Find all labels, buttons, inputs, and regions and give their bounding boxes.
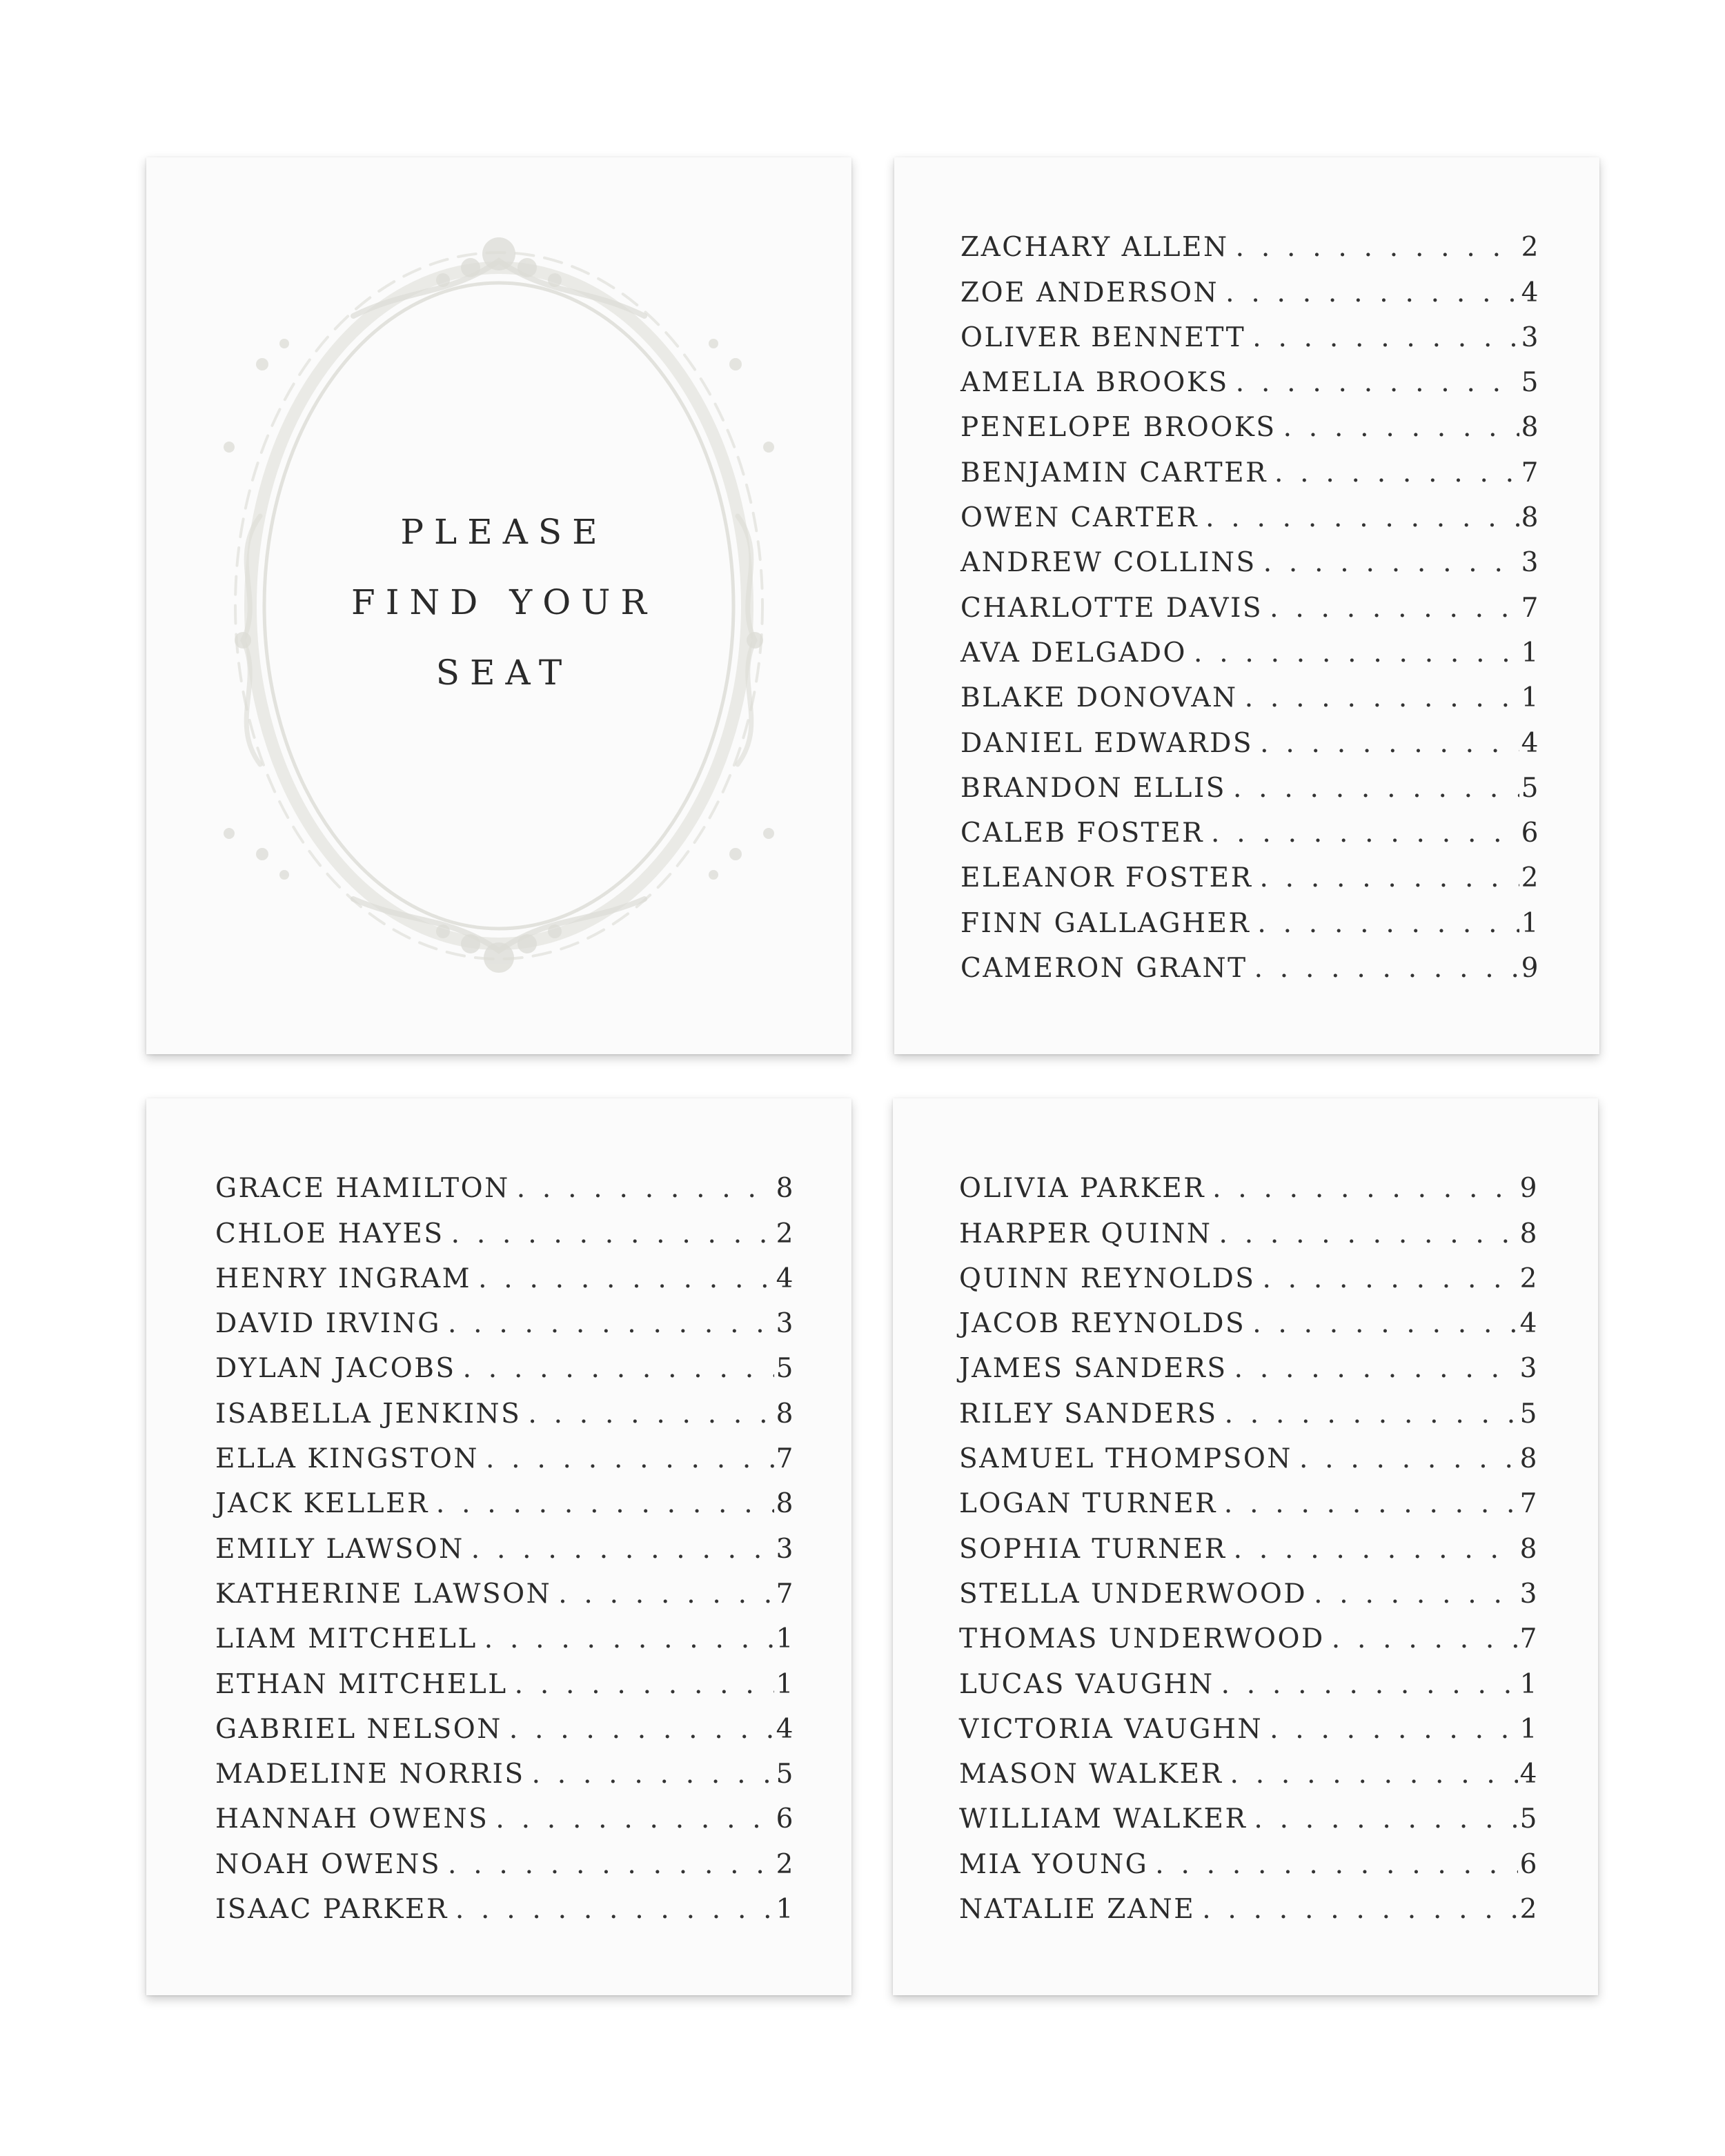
table-number: 1 xyxy=(776,1894,795,1926)
guest-name: AVA DELGADO xyxy=(960,637,1187,669)
list-item xyxy=(960,578,1540,623)
guest-name: CHARLOTTE DAVIS xyxy=(960,592,1263,624)
dot-leader xyxy=(1218,1398,1518,1430)
seating-card-c xyxy=(893,1098,1598,1995)
list-item xyxy=(959,1880,1539,1925)
guest-name: EMILY LAWSON xyxy=(215,1533,464,1565)
guest-name: LOGAN TURNER xyxy=(959,1488,1217,1520)
dot-leader xyxy=(1187,637,1519,669)
dot-leader xyxy=(1238,682,1519,713)
table-number: 4 xyxy=(1521,277,1540,308)
seating-card-b xyxy=(146,1098,851,1995)
dot-leader xyxy=(508,1669,774,1700)
table-number: 4 xyxy=(1519,1759,1539,1790)
table-number: 5 xyxy=(1519,1803,1539,1835)
list-item xyxy=(215,1249,795,1294)
list-item xyxy=(215,1474,795,1519)
list-item xyxy=(959,1430,1539,1474)
guest-name: ISAAC PARKER xyxy=(215,1894,448,1926)
list-item xyxy=(215,1204,795,1249)
guest-name: AMELIA BROOKS xyxy=(960,367,1229,399)
guest-name: LIAM MITCHELL xyxy=(215,1623,477,1655)
list-item xyxy=(959,1474,1539,1519)
guest-name: DAVID IRVING xyxy=(215,1308,441,1340)
dot-leader xyxy=(1268,457,1519,488)
guest-name: ISABELLA JENKINS xyxy=(215,1398,522,1430)
guest-name: RILEY SANDERS xyxy=(959,1398,1218,1430)
guest-name: OLIVIA PARKER xyxy=(959,1173,1206,1205)
dot-leader xyxy=(1248,953,1519,984)
guest-name: MIA YOUNG xyxy=(959,1848,1149,1880)
title-card xyxy=(146,157,851,1054)
table-number: 8 xyxy=(1519,1443,1539,1475)
table-number: 3 xyxy=(1519,1578,1539,1610)
guest-name: QUINN REYNOLDS xyxy=(959,1263,1256,1294)
table-number: 7 xyxy=(1521,457,1540,488)
guest-name: ANDREW COLLINS xyxy=(960,547,1256,579)
dot-leader xyxy=(1250,908,1519,939)
guest-name: ZOE ANDERSON xyxy=(960,277,1219,308)
table-number: 3 xyxy=(776,1308,795,1340)
dot-leader xyxy=(1227,1534,1518,1565)
table-number: 1 xyxy=(1521,637,1540,669)
dot-leader xyxy=(1195,1894,1518,1925)
table-number: 3 xyxy=(776,1533,795,1565)
guest-name: CHLOE HAYES xyxy=(215,1218,444,1249)
dot-leader xyxy=(489,1803,774,1834)
table-number: 8 xyxy=(1521,502,1540,534)
dot-leader xyxy=(1255,1263,1518,1294)
guest-name: GRACE HAMILTON xyxy=(215,1173,510,1205)
title-line: PLEASE xyxy=(400,512,608,552)
table-number: 1 xyxy=(1519,1713,1539,1745)
guest-name: HENRY INGRAM xyxy=(215,1263,472,1294)
list-item xyxy=(960,533,1540,578)
seating-list xyxy=(959,1159,1539,1925)
seating-list xyxy=(960,218,1540,984)
dot-leader xyxy=(1253,728,1519,759)
dot-leader xyxy=(1148,1849,1518,1880)
dot-leader xyxy=(1252,862,1519,893)
guest-name: STELLA UNDERWOOD xyxy=(959,1578,1308,1610)
list-item xyxy=(959,1249,1539,1294)
guest-name: FINN GALLAGHER xyxy=(960,907,1251,939)
dot-leader xyxy=(479,1443,774,1474)
guest-name: CALEB FOSTER xyxy=(960,818,1205,849)
list-item xyxy=(960,308,1540,353)
dot-leader xyxy=(1223,1759,1519,1790)
table-number: 3 xyxy=(1521,322,1540,353)
list-item xyxy=(959,1384,1539,1429)
guest-name: NOAH OWENS xyxy=(215,1848,442,1880)
list-item xyxy=(959,1700,1539,1745)
dot-leader xyxy=(1204,818,1519,849)
table-number: 5 xyxy=(1521,772,1540,804)
dot-leader xyxy=(1226,773,1519,804)
list-item xyxy=(215,1339,795,1384)
table-number: 1 xyxy=(776,1623,795,1655)
table-number: 6 xyxy=(1521,818,1540,849)
list-item xyxy=(959,1159,1539,1204)
list-item xyxy=(959,1204,1539,1249)
table-number: 1 xyxy=(1519,1668,1539,1700)
guest-name: SOPHIA TURNER xyxy=(959,1533,1227,1565)
list-item xyxy=(959,1565,1539,1610)
table-number: 2 xyxy=(776,1848,795,1880)
table-number: 4 xyxy=(1521,727,1540,759)
dot-leader xyxy=(1214,1669,1518,1700)
dot-leader xyxy=(477,1623,774,1654)
table-number: 4 xyxy=(776,1263,795,1294)
list-item xyxy=(960,353,1540,398)
table-number: 5 xyxy=(776,1353,795,1385)
list-item xyxy=(959,1610,1539,1654)
dot-leader xyxy=(1217,1488,1518,1519)
table-number: 7 xyxy=(1521,592,1540,624)
list-item xyxy=(959,1519,1539,1564)
guest-name: NATALIE ZANE xyxy=(959,1894,1196,1926)
guest-name: DANIEL EDWARDS xyxy=(960,727,1254,759)
list-item xyxy=(215,1745,795,1790)
guest-name: DYLAN JACOBS xyxy=(215,1353,456,1385)
table-number: 5 xyxy=(776,1759,795,1790)
title-line: SEAT xyxy=(435,653,573,693)
guest-name: HANNAH OWENS xyxy=(215,1803,489,1835)
table-number: 2 xyxy=(776,1218,795,1249)
list-item xyxy=(215,1159,795,1204)
list-item xyxy=(959,1339,1539,1384)
list-item xyxy=(960,893,1540,938)
guest-name: JAMES SANDERS xyxy=(959,1353,1228,1385)
list-item xyxy=(960,488,1540,533)
list-item xyxy=(959,1654,1539,1699)
seating-list xyxy=(215,1159,795,1925)
dot-leader xyxy=(429,1488,774,1519)
list-item xyxy=(960,624,1540,669)
list-item xyxy=(960,218,1540,263)
dot-leader xyxy=(1263,1714,1518,1745)
dot-leader xyxy=(1212,1218,1518,1249)
list-item xyxy=(960,939,1540,984)
guest-name: ZACHARY ALLEN xyxy=(960,232,1229,264)
list-item xyxy=(215,1565,795,1610)
dot-leader xyxy=(1219,277,1519,308)
dot-leader xyxy=(1199,502,1519,533)
guest-name: BLAKE DONOVAN xyxy=(960,682,1238,714)
dot-leader xyxy=(471,1263,774,1294)
dot-leader xyxy=(1245,322,1519,353)
table-number: 1 xyxy=(776,1668,795,1700)
table-number: 8 xyxy=(776,1488,795,1520)
guest-name: WILLIAM WALKER xyxy=(959,1803,1248,1835)
list-item xyxy=(959,1745,1539,1790)
table-number: 1 xyxy=(1521,682,1540,714)
table-number: 9 xyxy=(1519,1173,1539,1205)
table-number: 8 xyxy=(776,1173,795,1205)
table-number: 5 xyxy=(1519,1398,1539,1430)
list-item xyxy=(960,443,1540,488)
dot-leader xyxy=(448,1894,774,1925)
list-item xyxy=(960,804,1540,849)
guest-name: KATHERINE LAWSON xyxy=(215,1578,552,1610)
dot-leader xyxy=(1245,1308,1518,1339)
table-number: 1 xyxy=(1521,907,1540,939)
guest-name: JACK KELLER xyxy=(215,1488,429,1520)
list-item xyxy=(959,1834,1539,1879)
table-number: 6 xyxy=(1519,1848,1539,1880)
dot-leader xyxy=(1247,1803,1518,1834)
list-item xyxy=(215,1519,795,1564)
guest-name: VICTORIA VAUGHN xyxy=(959,1713,1263,1745)
table-number: 8 xyxy=(1519,1533,1539,1565)
table-number: 8 xyxy=(776,1398,795,1430)
guest-name: OLIVER BENNETT xyxy=(960,322,1246,353)
guest-name: BENJAMIN CARTER xyxy=(960,457,1268,488)
list-item xyxy=(215,1790,795,1834)
table-number: 9 xyxy=(1521,953,1540,985)
dot-leader xyxy=(444,1218,774,1249)
table-number: 8 xyxy=(1519,1218,1539,1249)
table-number: 4 xyxy=(776,1713,795,1745)
table-number: 2 xyxy=(1521,232,1540,264)
dot-leader xyxy=(1325,1623,1518,1654)
dot-leader xyxy=(510,1173,774,1204)
dot-leader xyxy=(502,1714,774,1745)
list-item xyxy=(960,759,1540,804)
table-number: 7 xyxy=(1519,1488,1539,1520)
title-line: FIND YOUR xyxy=(351,582,657,622)
table-number: 8 xyxy=(1521,412,1540,444)
dot-leader xyxy=(441,1308,774,1339)
guest-name: BRANDON ELLIS xyxy=(960,772,1226,804)
guest-name: CAMERON GRANT xyxy=(960,953,1248,985)
dot-leader xyxy=(1229,232,1519,263)
dot-leader xyxy=(1229,367,1519,398)
dot-leader xyxy=(1256,547,1519,578)
dot-leader xyxy=(521,1398,774,1430)
guest-name: OWEN CARTER xyxy=(960,502,1199,534)
table-number: 4 xyxy=(1519,1308,1539,1340)
table-number: 6 xyxy=(776,1803,795,1835)
dot-leader xyxy=(1205,1173,1518,1204)
guest-name: MASON WALKER xyxy=(959,1759,1223,1790)
table-number: 2 xyxy=(1519,1263,1539,1294)
guest-name: THOMAS UNDERWOOD xyxy=(959,1623,1325,1655)
list-item xyxy=(959,1294,1539,1339)
table-number: 3 xyxy=(1521,547,1540,579)
list-item xyxy=(960,398,1540,443)
list-item xyxy=(215,1654,795,1699)
list-item xyxy=(215,1700,795,1745)
guest-name: HARPER QUINN xyxy=(959,1218,1212,1249)
dot-leader xyxy=(1276,412,1519,443)
dot-leader xyxy=(1307,1579,1518,1610)
list-item xyxy=(960,263,1540,308)
guest-name: MADELINE NORRIS xyxy=(215,1759,525,1790)
dot-leader xyxy=(1292,1443,1518,1474)
list-item xyxy=(960,849,1540,893)
list-item xyxy=(215,1430,795,1474)
guest-name: GABRIEL NELSON xyxy=(215,1713,502,1745)
dot-leader xyxy=(1228,1353,1518,1384)
page-title xyxy=(146,497,851,708)
table-number: 2 xyxy=(1521,862,1540,894)
table-number: 7 xyxy=(776,1443,795,1475)
guest-name: ELLA KINGSTON xyxy=(215,1443,479,1475)
guest-name: ETHAN MITCHELL xyxy=(215,1668,508,1700)
list-item xyxy=(215,1384,795,1429)
list-item xyxy=(215,1834,795,1879)
table-number: 2 xyxy=(1519,1894,1539,1926)
list-item xyxy=(215,1880,795,1925)
guest-name: ELEANOR FOSTER xyxy=(960,862,1253,894)
guest-name: JACOB REYNOLDS xyxy=(959,1308,1246,1340)
list-item xyxy=(215,1294,795,1339)
guest-name: LUCAS VAUGHN xyxy=(959,1668,1214,1700)
list-item xyxy=(960,669,1540,713)
dot-leader xyxy=(551,1579,774,1610)
table-number: 5 xyxy=(1521,367,1540,399)
table-number: 7 xyxy=(776,1578,795,1610)
list-item xyxy=(960,713,1540,758)
guest-name: SAMUEL THOMPSON xyxy=(959,1443,1292,1475)
table-number: 3 xyxy=(1519,1353,1539,1385)
dot-leader xyxy=(1263,593,1519,624)
table-number: 7 xyxy=(1519,1623,1539,1655)
dot-leader xyxy=(456,1353,774,1384)
dot-leader xyxy=(441,1849,774,1880)
dot-leader xyxy=(525,1759,774,1790)
dot-leader xyxy=(464,1534,774,1565)
seating-card-a xyxy=(894,157,1599,1054)
guest-name: PENELOPE BROOKS xyxy=(960,412,1276,444)
list-item xyxy=(959,1790,1539,1834)
list-item xyxy=(215,1610,795,1654)
